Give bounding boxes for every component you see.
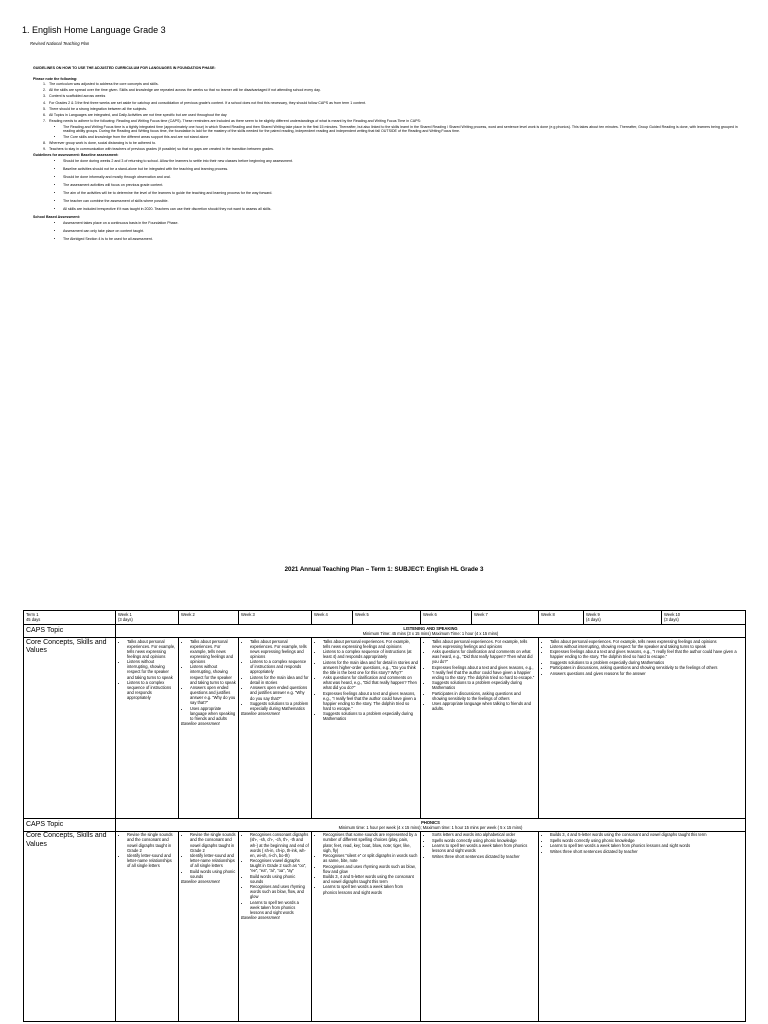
phonics-week8-9-list: [541, 832, 743, 853]
listening-week3-list: [241, 639, 309, 712]
reading-sub-item: • The Reading and Writing Focus time is a tightly integrated time (approximately one hour) in which Shared Reading and then Shared Writing take place in the first 15 minutes. Thereafter, but also linked to the skills learnt in the Shared Reading / Shared Writing process, word and sentence level work is done (e.g phonics). This takes about ten minutes. Thereafter, Group Guided Reading is done, with learners being grouped in reading ability groups. During the Reading and Writing focus time, the foundation is laid for the mastery of the skills needed for the paired reading, independent reading and independent writing that fall OUTSIDE of the Reading and Writing Focus time.: [63, 125, 743, 134]
caps-topic-label: CAPS Topic: [24, 818, 116, 831]
skill-item: • Listens without interrupting, showing respect for the speaker and taking turns to speak: [127, 659, 176, 679]
skill-item: • Talks about personal experiences. For example, tells news expressing feelings and opinions: [127, 639, 176, 659]
listening-topic-cell: [116, 625, 746, 638]
phonics-content-row: [24, 831, 746, 1021]
phonics-week4-5: [312, 831, 421, 1021]
skill-item: • Suggests solutions to a problem especially during Mathematics: [323, 711, 418, 721]
reading-sub-list: [49, 125, 743, 140]
skill-item: • Recognises “silent e” or split digraphs in words such as same, bite, note: [323, 853, 418, 863]
skill-item: • Recognises that some sounds are represented by a number of different spelling choices (play, pain, plate; feet, read, key; boat, blow, note; tiger, like, sigh, fly): [323, 832, 418, 852]
listening-week4-5: [312, 637, 421, 818]
assessment-item: • All skills are included irrespective if it was taught in 2020. Teachers can use their discretion should they not want to assess all skills.: [63, 207, 743, 212]
week-header: [662, 611, 746, 625]
skill-item: • Listens to a complex sequence of instructions (at least 4) and responds appropriately: [323, 649, 418, 659]
phonics-week6-7-list: [423, 832, 536, 858]
guideline-note: 8. Wherever group work is done, social distancing is to be adhered to.: [47, 141, 743, 146]
assessment-item: • The assessment activities will focus on previous grade content.: [63, 183, 743, 188]
guideline-note: 6. All Topics in Languages are integrated, and Daily Activities are not time specific but are used throughout the day: [47, 113, 743, 118]
document-subtitle: Revised National Teaching Plan: [30, 41, 90, 46]
week-header: [421, 611, 472, 625]
week-header: [353, 611, 421, 625]
skill-item: • Build words using phonic sounds: [190, 869, 236, 879]
guideline-note: 2. All the skills are spread over the time given. Skills and knowledge are repeated across the weeks so that no learner will be disadvantaged if not attending school every day.: [47, 88, 743, 93]
skill-item: • Participates in discussions, asking questions and showing sensitivity to the feelings of others: [432, 691, 536, 701]
phonics-week3-list: [241, 832, 309, 915]
sba-item: • Assessment can only take place on content taught.: [63, 229, 743, 234]
skill-item: • Revise the single sounds and the consonant and vowel digraphs taught in Grade 2: [127, 832, 176, 852]
plan-title: 2021 Annual Teaching Plan – Term 1: SUBJECT: English HL Grade 3: [284, 566, 484, 573]
phonics-week2-list: [181, 832, 236, 878]
assessment-list: [33, 159, 743, 212]
assessment-item: • Should be done during weeks 2 and 3 of returning to school. Allow the learners to settle into their new classes before beginning any assessment.: [63, 159, 743, 164]
skill-item: • Listens without interrupting, showing respect for the speaker and taking turns to speak: [190, 664, 236, 684]
week-label: Week 6: [423, 611, 437, 617]
skill-item: • Participates in discussions, asking questions and showing sensitivity to the feelings of others: [550, 665, 743, 670]
week-label: Week 5: [355, 611, 369, 617]
week-label: Week 10: [664, 611, 681, 617]
sba-item: • Assessment takes place on a continuous basis in the Foundation Phase.: [63, 221, 743, 226]
please-note-heading: Please note the following:: [33, 76, 78, 81]
guideline-note: Reading needs to adhere to the following: Reading and Writing Focus time (CAPS). These reminders are included as there seem to be slightly different understandings of what is meant by the Reading and Writing Focus Time in CAPS:: [49, 119, 421, 124]
skill-item: • Suggests solutions to a problem especially during Mathematics: [550, 660, 743, 665]
baseline-note: Baseline assessment: [181, 879, 220, 885]
teaching-plan-table: [23, 610, 746, 1022]
skill-item: • Suggests solutions to a problem especially during Mathematics: [250, 701, 309, 711]
phonics-week2: [179, 831, 239, 1021]
skill-item: • Builds 3, 4 and 5-letter words using the consonant and vowel digraphs taught this term: [323, 874, 418, 884]
week-days: (3 days): [664, 616, 679, 622]
skill-item: • Talks about personal experiences. For example, tells news expressing feelings and opinions: [190, 639, 236, 664]
term-label: Term 1: [26, 611, 39, 617]
week-header: [239, 611, 312, 625]
phonics-week1-list: [118, 832, 176, 868]
week-label: Week 4: [314, 611, 328, 617]
skill-item: • Asks questions for clarification and comments on what was heard, e.g., “Did that really happen? Then what did you do?”: [323, 675, 418, 690]
skill-item: • Uses appropriate language when speaking to friends and adults: [190, 706, 236, 721]
assessment-item: • Should be done informally and mostly through observation and oral.: [63, 175, 743, 180]
skill-item: • Expresses feelings about a text and gives reasons, e.g., “I really feel that the author could have given a happier ending to the story. The dolphin tried so hard to escape.”: [550, 649, 743, 659]
guideline-note: 5. There should be a strong integration between all the subjects.: [47, 107, 743, 112]
skill-item: • Recognises vowel digraphs taught in Grade 2 such as “oo”, “ee”, “ea”, “ai”, “oa”, “ay”: [250, 858, 309, 873]
week-label: Week 8: [541, 611, 555, 617]
phonics-topic-cell: [116, 818, 746, 831]
week-days: (3 days): [118, 616, 133, 622]
week-header: [584, 611, 662, 625]
skill-item: • Listens to a complex sequence of instructions and responds appropriately: [250, 659, 309, 674]
listening-week6-7: [421, 637, 539, 818]
skill-item: • Learns to spell ten words a week taken from phonics lessons and sight words: [250, 900, 309, 915]
skill-item: • Expresses feelings about a text and gives reasons, e.g., “I really feel that the author could have given a happier ending to the story. The dolphin tried so hard to escape.”: [432, 665, 536, 680]
week-header: [312, 611, 353, 625]
phonics-week4-5-list: [314, 832, 418, 894]
core-concepts-label: Core Concepts, Skills and Values: [24, 831, 116, 1021]
skill-item: • Spells words correctly using phonic knowledge: [432, 838, 536, 843]
listening-week4-5-list: [314, 639, 418, 722]
guidelines-notes-list: [33, 82, 743, 152]
week-header: [179, 611, 239, 625]
skill-item: • Answers open ended questions and justifies answer e.g. “Why do you say that?”: [190, 685, 236, 705]
sba-item: • The Abridged Section 4 is to be used for all assessment.: [63, 237, 743, 242]
listening-week1-list: [118, 639, 176, 701]
listening-time: Minimum Time: 45 mins (3 x 15 mins) Maximum Time: 1 hour (4 x 15 mins): [362, 630, 499, 636]
listening-week1: [116, 637, 179, 818]
skill-item: • Learns to spell ten words a week taken from phonics lessons and sight words: [550, 843, 743, 848]
listening-topic-row: [24, 625, 746, 638]
sba-list: [33, 221, 743, 242]
skill-item: • Answers questions and gives reasons for the answer: [550, 671, 743, 676]
caps-topic-label: CAPS Topic: [24, 625, 116, 638]
week-label: Week 7: [474, 611, 488, 617]
listening-week8-9-list: [541, 639, 743, 676]
skill-item: • Talks about personal experiences. For example, tells news expressing feelings and opinions: [250, 639, 309, 659]
skill-item: • Sorts letters and words into alphabetical order: [432, 832, 536, 837]
guideline-note: 1. The curriculum was adjusted to address the core concepts and skills.: [47, 82, 743, 87]
listening-week8-9: [539, 637, 746, 818]
assessment-item: • The aim of the activities will be to determine the level of the learners to guide the teaching and learning process for the way forward.: [63, 191, 743, 196]
skill-item: • Answers open ended questions and justifies answer e.g. “Why do you say that?”: [250, 685, 309, 700]
skill-item: • Writes three short sentences dictated by teacher: [550, 849, 743, 854]
sba-heading: School Based Assessment:: [33, 215, 81, 220]
guideline-note: 9. Teachers to stay in communication with teachers of previous grades (if possible) so that no gaps are created in the transition between grades.: [47, 147, 743, 152]
listening-week6-7-list: [423, 639, 536, 712]
listening-title: LISTENING AND SPEAKING: [403, 625, 458, 631]
baseline-note: Baseline assessment: [241, 915, 280, 921]
skill-item: • Talks about personal experiences. For example, tells news expressing feelings and opinions: [323, 639, 418, 649]
week-header: [539, 611, 584, 625]
skill-item: • Build words using phonic sounds: [250, 874, 309, 884]
document-title: 1. English Home Language Grade 3: [22, 25, 166, 35]
phonics-time: Minimum time: 1 hour per week (4 x 15 mins); Maximum time: 1 hour 15 mins per week ( 5 x 15 mins): [338, 824, 523, 830]
week-header: [116, 611, 179, 625]
skill-item: • Talks about personal experiences. For example, tells news expressing feelings and opinions: [550, 639, 743, 644]
listening-week2-list: [181, 639, 236, 721]
guidelines-section: [33, 66, 743, 245]
baseline-note: Baseline assessment: [241, 711, 280, 717]
term-days: 45 days: [26, 616, 41, 622]
phonics-title: PHONICS: [421, 819, 440, 825]
skill-item: • Learns to spell ten words a week taken from phonics lessons and sight words: [432, 843, 536, 853]
skill-item: • Recognises and uses rhyming words such as blow, flow, and glow: [250, 884, 309, 899]
guideline-note: 3. Content is scaffolded across weeks: [47, 94, 743, 99]
skill-item: • Recognises consonant digraphs (sh-, -sh, ch-, -ch, th-, -th and wh-) at the beginning and end of words ( sh-in, ch-ip, th-ink, wh-en, wi-sh, ri-ch, bo-th): [250, 832, 309, 857]
skill-item: • Expresses feelings about a text and gives reasons, e.g., “I really feel that the author could have given a happier ending to the story. The dolphin tried so hard to escape.”: [323, 691, 418, 711]
skill-item: • Listens for the main idea and for detail in stories: [250, 675, 309, 685]
skill-item: • Listens for the main idea and for detail in stories and answers higher-order questions, e.g., “Do you think the title is the best one for this story? Why?”: [323, 660, 418, 675]
week-days: (4 days): [586, 616, 601, 622]
assessment-item: • The teacher can combine the assessment of skills where possible.: [63, 199, 743, 204]
listening-week2: [179, 637, 239, 818]
week-label: Week 1: [118, 611, 132, 617]
skill-item: • Writes three short sentences dictated by teacher: [432, 854, 536, 859]
skill-item: • Listens without interrupting, showing respect for the speaker and taking turns to speak: [550, 644, 743, 649]
week-label: Week 2: [181, 611, 195, 617]
phonics-topic-row: [24, 818, 746, 831]
listening-content-row: [24, 637, 746, 818]
skill-item: • Identify letter-sound and letter-name relationships of all single letters: [190, 853, 236, 868]
core-concepts-label: Core Concepts, Skills and Values: [24, 637, 116, 818]
skill-item: • Asks questions for clarification and comments on what was heard, e.g., “Did that really happen? Then what did you do?”: [432, 649, 536, 664]
skill-item: • Learns to spell ten words a week taken from phonics lessons and sight words: [323, 884, 418, 894]
guidelines-heading: GUIDELINES ON HOW TO USE THE ADJUSTED CURRICULUM FOR LANGUAGES IN FOUNDATION PHASE:: [33, 66, 216, 70]
skill-item: • Listens to a complex sequence of instructions and responds appropriately: [127, 680, 176, 700]
skill-item: • Builds 3, 4 and 5-letter words using the consonant and vowel digraphs taught this term: [550, 832, 743, 837]
skill-item: • Spells words correctly using phonic knowledge: [550, 838, 743, 843]
reading-sub-item: • The Core skills and knowledge from the different areas support this and are not stand alone: [63, 135, 743, 140]
guideline-note: 4. For Grades 2 & 3 the first three weeks are set aside for catchup and consolidation of previous grade's content. If a school does not find this necessary, they should follow CAPS as from term 1 content.: [47, 101, 743, 106]
skill-item: • Identify letter-sound and letter-name relationships of all single letters: [127, 853, 176, 868]
skill-item: • Talks about personal experiences. For example, tells news expressing feelings and opinions: [432, 639, 536, 649]
phonics-week8-9: [539, 831, 746, 1021]
skill-item: • Uses appropriate language when talking to friends and adults.: [432, 701, 536, 711]
week-header: [472, 611, 539, 625]
week-label: Week 3: [241, 611, 255, 617]
skill-item: • Recognises and uses rhyming words such as blow, flow and glow: [323, 864, 418, 874]
assessment-heading: Guidelines for assessment: Baseline assessment:: [33, 153, 119, 158]
term-cell: [24, 611, 116, 625]
phonics-week6-7: [421, 831, 539, 1021]
week-label: Week 9: [586, 611, 600, 617]
assessment-item: • Baseline activities should not be a stand-alone but be integrated with the teaching and learning process.: [63, 167, 743, 172]
phonics-week1: [116, 831, 179, 1021]
skill-item: • Suggests solutions to a problem especially during Mathematics: [432, 680, 536, 690]
guideline-note-reading: [47, 119, 743, 139]
listening-week3: [239, 637, 312, 818]
weeks-header-row: [24, 611, 746, 625]
baseline-note: Baseline assessment: [181, 721, 220, 727]
skill-item: • Revise the single sounds and the consonant and vowel digraphs taught in Grade 2: [190, 832, 236, 852]
phonics-week3: [239, 831, 312, 1021]
